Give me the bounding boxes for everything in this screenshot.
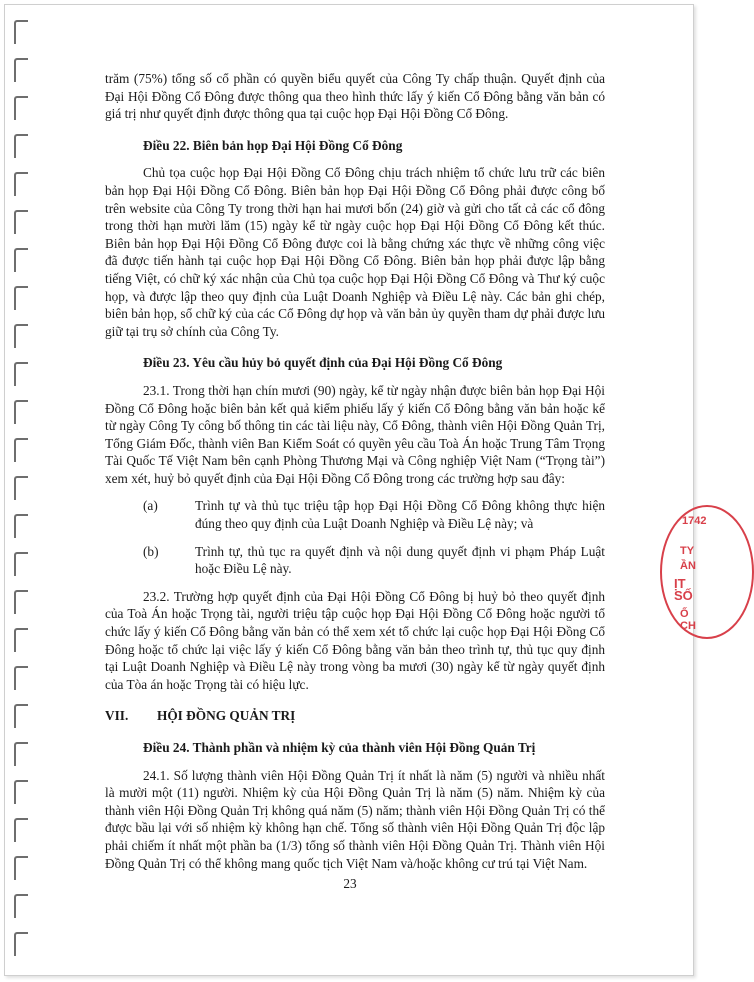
seal-text: Ố CH	[680, 608, 696, 632]
list-item	[143, 543, 605, 578]
seal-text: TY	[680, 545, 695, 557]
list-item-text: Trình tự, thủ tục ra quyết định và nội dung quyết định vi phạm Pháp Luật hoặc Điều Lệ này.	[195, 543, 605, 577]
seal-text: 1742	[682, 515, 707, 527]
article-24-1: 24.1. Số lượng thành viên Hội Đồng Quản Trị ít nhất là năm (5) người và nhiều nhất là mười một (11) người. Nhiệm kỳ của Hội Đồng Quản Trị là năm (5) năm. Nhiệm kỳ của thành viên Hội Đồng Quản Trị không quá năm (5) năm; thành viên Hội Đồng Quản Trị có thể được bầu lại với số nhiệm kỳ không hạn chế. Tổng số thành viên Hội Đồng Quản Trị độc lập phải chiếm ít nhất một phần ba (1/3) tổng số thành viên Hội Đồng Quản Trị. Thành viên Hội Đồng Quản Trị có thể không mang quốc tịch Việt Nam và/hoặc không cư trú tại Việt Nam.	[105, 767, 605, 871]
chapter-number: VII.	[105, 708, 129, 724]
list-item-label: (b)	[143, 543, 159, 559]
list-item-label: (a)	[143, 498, 158, 514]
list-item-text: Trình tự và thủ tục triệu tập họp Đại Hội Đồng Cổ Đông không thực hiện đúng theo quy định của Luật Doanh Nghiệp và Điều Lệ này; và	[195, 498, 605, 532]
page-number: 23	[343, 876, 357, 891]
seal-text: ỊT SỐ	[674, 576, 693, 603]
chapter-title: HỘI ĐỒNG QUẢN TRỊ	[157, 708, 296, 724]
seal-text: ẦN	[680, 560, 696, 572]
article-23-heading: Điều 23. Yêu cầu hủy bỏ quyết định của Đại Hội Đồng Cổ Đông	[143, 355, 503, 371]
list-item	[143, 497, 605, 532]
article-23-2: 23.2. Trường hợp quyết định của Đại Hội Đồng Cổ Đông bị huỷ bỏ theo quyết định của Toà Án hoặc Trọng tài, người triệu tập cuộc họp Đại Hội Đồng Cổ Đông hoặc người tổ chức lấy ý kiến Cổ Đông bằng văn bản có thể xem xét tổ chức lại cuộc họp Đại Hội Đồng Cổ Đông hoặc tổ chức lại việc lấy ý kiến Cổ Đông bằng văn bản theo trình tự, thủ tục quy định tại Luật Doanh Nghiệp và Điều Lệ này trong vòng ba mươi (30) ngày kể từ ngày quyết định của Tòa án hoặc Trọng tài có hiệu lực.	[105, 588, 605, 692]
article-24-heading: Điều 24. Thành phần và nhiệm kỳ của thành viên Hội Đồng Quản Trị	[143, 740, 536, 755]
article-23-1-items	[143, 497, 605, 577]
chapter-heading	[105, 707, 605, 725]
article-22-heading: Điều 22. Biên bản họp Đại Hội Đồng Cổ Đông	[143, 137, 403, 153]
paragraph-continuation: trăm (75%) tổng số cổ phần có quyền biểu quyết của Công Ty chấp thuận. Quyết định của Đại Hội Đồng Cổ Đông được thông qua theo hình thức lấy ý kiến Cổ Đông bằng văn bản có giá trị như quyết định được thông qua tại cuộc họp Đại Hội Đồng Cổ Đông.	[105, 71, 605, 122]
company-seal	[660, 505, 754, 639]
binding-rings	[14, 20, 28, 970]
document-body	[105, 70, 605, 872]
article-23-1: 23.1. Trong thời hạn chín mươi (90) ngày, kể từ ngày nhận được biên bản họp Đại Hội Đồng Cổ Đông hoặc biên bản kết quả kiểm phiếu lấy ý kiến Cổ Đông bằng văn bản hoặc kể từ ngày Công Ty công bố thông tin các tài liệu này, Cổ Đông, thành viên Hội Đồng Quản Trị, Tổng Giám Đốc, thành viên Ban Kiểm Soát có quyền yêu cầu Toà Án hoặc Trung Tâm Trọng Tài Quốc Tế Việt Nam bên cạnh Phòng Thương Mại và Công nghiệp Việt Nam (“Trọng tài”) xem xét, huỷ bỏ quyết định của Đại Hội Đồng Cổ Đông trong các trường hợp sau đây:	[105, 382, 605, 486]
article-22-body: Chủ tọa cuộc họp Đại Hội Đồng Cổ Đông chịu trách nhiệm tổ chức lưu trữ các biên bản họp Đại Hội Đồng Cổ Đông. Biên bản họp Đại Hội Đồng Cổ Đông phải được công bố trên website của Công Ty trong thời hạn hai mươi bốn (24) giờ và gửi cho tất cả các cổ đông trong thời hạn mười lăm (15) ngày kể từ ngày cuộc họp Đại Hội Đồng Cổ Đông kết thúc. Biên bản họp Đại Hội Đồng Cổ Đông được coi là bằng chứng xác thực về những công việc đã được tiến hành tại cuộc họp Đại Hội Đồng Cổ Đông. Biên bản họp phải được lập bằng tiếng Việt, có chữ ký xác nhận của Chủ tọa cuộc họp Đại Hội Đồng Cổ Đông và Thư ký cuộc họp, và được lập theo quy định của Luật Doanh Nghiệp và Điều Lệ này. Các bản ghi chép, biên bản họp, sổ chữ ký của các Cổ Đông dự họp và văn bản ủy quyền tham dự phải được lưu giữ tại trụ sở chính của Công Ty.	[105, 165, 605, 339]
